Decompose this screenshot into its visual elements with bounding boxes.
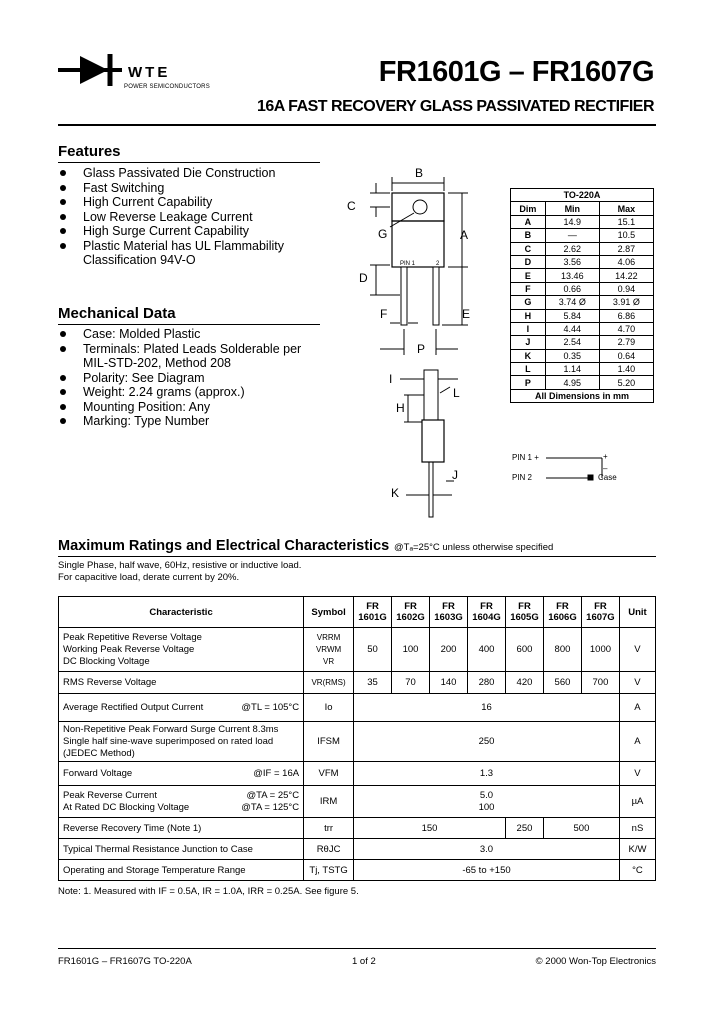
pin1-label: PIN 1 +: [512, 453, 539, 462]
dim-label-c: C: [347, 199, 356, 213]
dim-header: Min: [545, 202, 599, 215]
footer-part-number: FR1601G – FR1607G TO-220A: [58, 956, 192, 967]
mechanical-title: Mechanical Data: [58, 305, 176, 322]
dim-header: Dim: [511, 202, 546, 215]
dim-row: D 3.56 4.06: [511, 255, 654, 268]
dim-label-j: J: [452, 468, 458, 482]
dim-row: I 4.44 4.70: [511, 322, 654, 335]
feature-item: Glass Passivated Die Construction: [58, 166, 284, 181]
footer-rule: [58, 948, 656, 949]
ratings-row-tj: Operating and Storage Temperature Range Tj, TSTG -65 to +150 °C: [59, 860, 656, 881]
pin-plus: +: [603, 452, 608, 461]
ratings-row-rjc: Typical Thermal Resistance Junction to Case RθJC 3.0 K/W: [59, 839, 656, 860]
dim-row: E 13.46 14.22: [511, 269, 654, 282]
mechanical-list: [58, 327, 301, 429]
feature-item: High Current Capability: [58, 195, 284, 210]
dim-row: L 1.14 1.40: [511, 363, 654, 376]
dim-row: J 2.54 2.79: [511, 336, 654, 349]
feature-item: Fast Switching: [58, 181, 284, 196]
features-title: Features: [58, 143, 121, 160]
svg-text:2: 2: [436, 261, 440, 267]
dim-row: C 2.62 2.87: [511, 242, 654, 255]
dim-row: F 0.66 0.94: [511, 282, 654, 295]
mechanical-item-continued: MIL-STD-202, Method 208: [83, 356, 231, 370]
feature-item-continued: Classification 94V-O: [83, 253, 196, 267]
dimension-table-package: TO-220A: [511, 189, 654, 202]
dim-label-l: L: [453, 386, 460, 400]
mechanical-item: Terminals: Plated Leads Solderable per: [58, 342, 301, 357]
ratings-row-vrrm: Peak Repetitive Reverse Voltage Working Peak Reverse Voltage DC Blocking Voltage VRRM VRWM VR 50 100 200 400 600 800 1000 V: [59, 628, 656, 672]
dim-row: B — 10.5: [511, 229, 654, 242]
footer-copyright: © 2000 Won-Top Electronics: [535, 956, 656, 967]
dim-label-i: I: [389, 372, 393, 386]
dim-label-d: D: [359, 271, 368, 285]
dim-label-b: B: [415, 166, 424, 180]
mechanical-item: Mounting Position: Any: [58, 400, 301, 415]
dim-label-g: G: [378, 227, 388, 241]
mechanical-item: Case: Molded Plastic: [58, 327, 301, 342]
dim-label-e: E: [462, 307, 471, 321]
brand-name: WTE: [128, 64, 171, 81]
dim-row: P 4.95 5.20: [511, 376, 654, 389]
dim-row: G 3.74 Ø 3.91 Ø: [511, 296, 654, 309]
ratings-condition: @Tₐ=25°C unless otherwise specified: [394, 542, 554, 553]
document-subtitle: 16A FAST RECOVERY GLASS PASSIVATED RECTIFIER: [256, 98, 654, 115]
dim-row: A 14.9 15.1: [511, 215, 654, 228]
mechanical-rule: [58, 324, 320, 325]
dim-label-h: H: [396, 401, 405, 415]
dim-header: Max: [599, 202, 653, 215]
mechanical-item: Weight: 2.24 grams (approx.): [58, 385, 301, 400]
document-title: FR1601G – FR1607G: [378, 56, 654, 88]
feature-item: Plastic Material has UL Flammability: [58, 239, 284, 254]
ratings-row-vrms: RMS Reverse Voltage VR(RMS) 35 70 140 280 420 560 700 V: [59, 672, 656, 694]
ratings-row-ifsm: Non-Repetitive Peak Forward Surge Current 8.3ms Single half sine-wave superimposed on rated load (JEDEC Method) IFSM 250 A: [59, 722, 656, 762]
ratings-row-trr: Reverse Recovery Time (Note 1) trr 150 250 500 nS: [59, 818, 656, 839]
feature-item: Low Reverse Leakage Current: [58, 210, 284, 225]
dim-row: H 5.84 6.86: [511, 309, 654, 322]
svg-text:PIN 1: PIN 1: [400, 261, 416, 267]
ratings-row-irm: @TA = 25°C @TA = 125°C Peak Reverse Current At Rated DC Blocking Voltage IRM 5.0 100 µA: [59, 786, 656, 818]
mechanical-item: Polarity: See Diagram: [58, 371, 301, 386]
brand-subtitle: POWER SEMICONDUCTORS: [124, 84, 210, 90]
header-rule: [58, 124, 656, 126]
case-label: Case: [598, 473, 617, 482]
ratings-footnote: Note: 1. Measured with IF = 0.5A, IR = 1.0A, IRR = 0.25A. See figure 5.: [58, 886, 359, 897]
features-list: [58, 166, 284, 268]
dimension-table-footer: All Dimensions in mm: [511, 389, 654, 402]
dim-row: K 0.35 0.64: [511, 349, 654, 362]
ratings-row-io: Average Rectified Output Current @TL = 105°C Io 16 A: [59, 694, 656, 722]
dim-label-p: P: [417, 342, 426, 356]
pin-minus: –: [603, 464, 608, 473]
mechanical-item: Marking: Type Number: [58, 414, 301, 429]
ratings-rule: [58, 556, 656, 557]
dim-label-f: F: [380, 307, 388, 321]
features-rule: [58, 162, 320, 163]
ratings-title: Maximum Ratings and Electrical Characteristics: [58, 538, 390, 554]
dimension-table: [510, 188, 654, 403]
feature-item: High Surge Current Capability: [58, 224, 284, 239]
dim-label-k: K: [391, 486, 400, 500]
ratings-row-vfm: Forward Voltage @IF = 16A VFM 1.3 V: [59, 762, 656, 786]
pin2-label: PIN 2: [512, 473, 533, 482]
ratings-header-row: Characteristic Symbol FR 1601G FR 1602G FR 1603G FR 1604G FR 1605G FR 1606G FR 1607G Unit: [59, 597, 656, 628]
ratings-notes: Single Phase, half wave, 60Hz, resistive or inductive load. For capacitive load, derate current by 20%.: [58, 560, 302, 583]
dim-label-a: A: [460, 228, 469, 242]
ratings-table: [58, 596, 656, 881]
footer-page-number: 1 of 2: [352, 956, 376, 967]
